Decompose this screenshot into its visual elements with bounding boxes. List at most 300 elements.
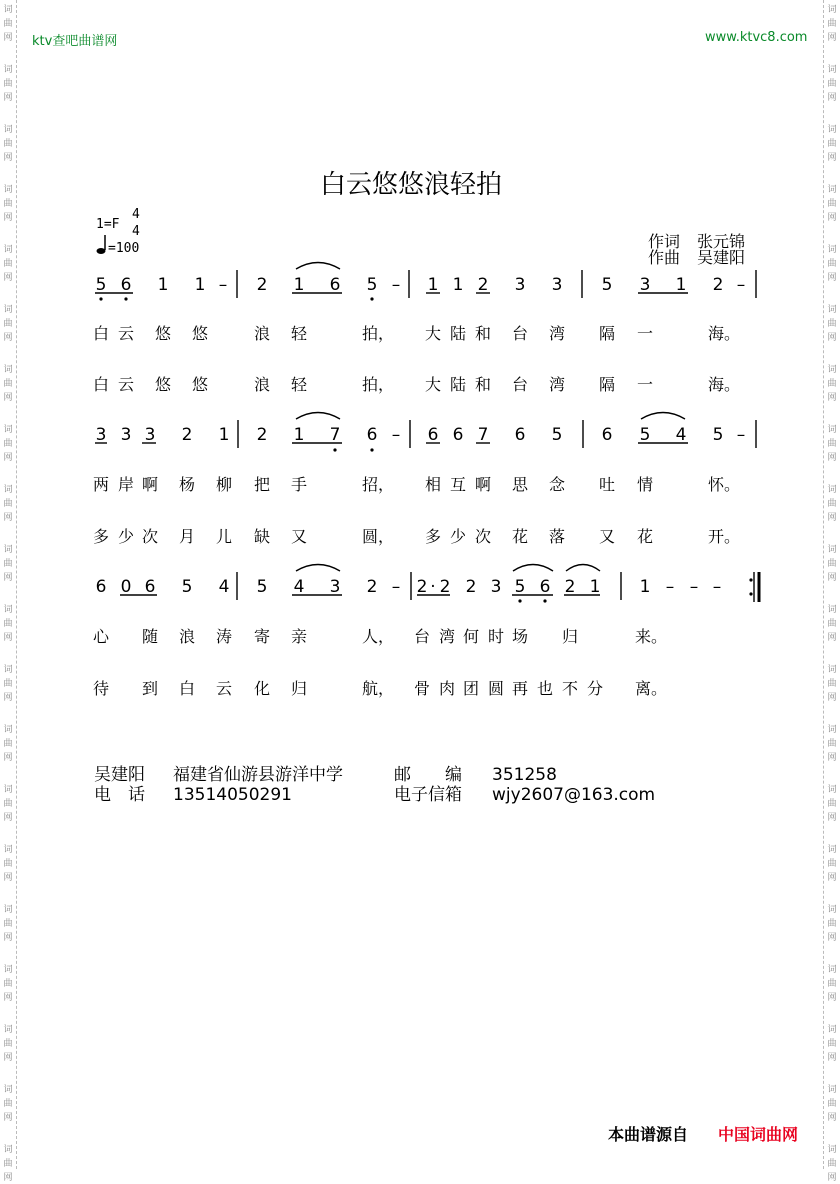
note: 5 (256, 577, 268, 597)
watermark-glyph: 曲 (3, 559, 13, 569)
header-site-left[interactable]: ktv查吧曲谱网 (32, 34, 118, 49)
note: 0 (120, 577, 132, 597)
lyric: 次 (474, 527, 492, 546)
note: – (391, 275, 401, 295)
lyric: 花 (636, 527, 654, 546)
watermark-glyph: 网 (3, 933, 13, 943)
watermark-glyph: 词 (827, 5, 837, 15)
note: 2 (256, 425, 268, 445)
watermark-glyph: 网 (827, 573, 837, 583)
watermark-glyph: 词 (3, 1145, 13, 1155)
watermark-glyph: 网 (3, 873, 13, 883)
watermark-glyph: 网 (827, 993, 837, 1003)
lyric: 云 (117, 324, 135, 343)
note: 2 (477, 275, 489, 295)
lyric: 手 (290, 475, 308, 494)
watermark-glyph: 曲 (827, 679, 837, 689)
note: – (712, 577, 722, 597)
note: 5 (601, 275, 613, 295)
lyric: 圆 (487, 679, 505, 698)
note: 1 (218, 425, 230, 445)
note: 3 (144, 425, 156, 445)
watermark-glyph: 网 (3, 93, 13, 103)
watermark-glyph: 曲 (827, 379, 837, 389)
lyric: 浪 (253, 324, 271, 343)
lyric: 怀。 (707, 475, 741, 494)
lyric: 又 (290, 527, 308, 546)
note: 3 (639, 275, 651, 295)
lyric: 台 (511, 375, 529, 394)
note: – (736, 275, 746, 295)
watermark-glyph: 词 (3, 425, 13, 435)
watermark-glyph: 曲 (3, 1039, 13, 1049)
lyric: 再 (511, 679, 529, 698)
lyric: 场 (511, 627, 529, 646)
watermark-glyph: 网 (3, 573, 13, 583)
lyric: 圆， (361, 527, 395, 546)
lyric: 轻 (290, 375, 308, 394)
note: 5 (366, 275, 378, 295)
watermark-glyph: 网 (827, 393, 837, 403)
watermark-glyph: 词 (3, 5, 13, 15)
lyric: 把 (253, 475, 271, 494)
lyric: 湾 (548, 375, 566, 394)
lyric: 随 (141, 627, 159, 646)
watermark-glyph: 词 (3, 665, 13, 675)
watermark-glyph: 网 (3, 33, 13, 43)
email-label: 电子信箱 (394, 785, 462, 805)
email-value[interactable]: wjy2607@163.com (492, 785, 656, 805)
watermark-glyph: 网 (3, 1113, 13, 1123)
watermark-glyph: 曲 (3, 79, 13, 89)
composer-label: 作曲 (648, 248, 681, 267)
lyric: 相 (424, 475, 442, 494)
phone-label: 电 话 (94, 785, 145, 805)
postcode-label: 邮 编 (394, 765, 462, 785)
lyric: 杨 (178, 475, 196, 494)
note: 3 (551, 275, 563, 295)
lyric: 吐 (598, 475, 616, 494)
lyric: 云 (117, 375, 135, 394)
watermark-glyph: 词 (827, 845, 837, 855)
lyric: 又 (598, 527, 616, 546)
note: 1 (452, 275, 464, 295)
watermark-glyph: 曲 (3, 1159, 13, 1169)
lyric: 啊 (141, 475, 159, 494)
watermark-glyph: 词 (827, 965, 837, 975)
lyric: 少 (117, 527, 135, 546)
row2-notes (96, 425, 746, 445)
watermark-glyph: 曲 (827, 319, 837, 329)
lyric: 儿 (215, 527, 233, 546)
watermark-glyph: 曲 (3, 139, 13, 149)
watermark-glyph: 曲 (3, 679, 13, 689)
watermark-glyph: 网 (827, 633, 837, 643)
lyric: 多 (424, 527, 442, 546)
watermark-glyph: 曲 (827, 739, 837, 749)
note: 2 (256, 275, 268, 295)
footer-source-site[interactable]: 中国词曲网 (718, 1125, 799, 1144)
note: 1 (675, 275, 687, 295)
lyric: 缺 (253, 527, 271, 546)
lyric: 念 (548, 475, 566, 494)
note: 6 (601, 425, 613, 445)
lyric: 悠 (191, 324, 209, 343)
watermark-glyph: 网 (827, 333, 837, 343)
lyric: 悠 (154, 375, 172, 394)
watermark-glyph: 曲 (827, 499, 837, 509)
note: – (391, 425, 401, 445)
watermark-glyph: 曲 (3, 319, 13, 329)
note: 5 (639, 425, 651, 445)
lyric: 隔 (598, 375, 616, 394)
note: 6 (427, 425, 439, 445)
lyric: 开。 (707, 527, 741, 546)
watermark-glyph: 词 (3, 245, 13, 255)
key-signature: 1=F (96, 217, 120, 232)
watermark-glyph: 网 (3, 993, 13, 1003)
watermark-glyph: 网 (3, 633, 13, 643)
watermark-glyph: 词 (827, 365, 837, 375)
note: – (689, 577, 699, 597)
lyric: 时 (487, 627, 505, 646)
note: – (665, 577, 675, 597)
row2-lyrics-verse2 (93, 527, 740, 546)
lyric: 团 (462, 679, 480, 698)
note: 1 (639, 577, 651, 597)
watermark-glyph: 网 (827, 513, 837, 523)
note: 3 (329, 577, 341, 597)
lyric: 陆 (449, 375, 467, 394)
watermark-glyph: 网 (3, 813, 13, 823)
lyric: 隔 (598, 324, 616, 343)
watermark-glyph: 词 (3, 65, 13, 75)
watermark-glyph: 曲 (3, 619, 13, 629)
row3-notes (96, 577, 722, 597)
note: 3 (95, 425, 107, 445)
note: 6 (514, 425, 526, 445)
lyric: 浪 (253, 375, 271, 394)
lyric: 岸 (117, 475, 135, 494)
note: 6 (329, 275, 341, 295)
lyric: 何 (462, 627, 480, 646)
watermark-glyph: 曲 (827, 799, 837, 809)
lyric: 不 (561, 679, 579, 698)
watermark-glyph: 词 (3, 1085, 13, 1095)
watermark-glyph: 词 (827, 1025, 837, 1035)
note: · (430, 577, 436, 597)
lyric: 少 (449, 527, 467, 546)
watermark-glyph: 词 (3, 785, 13, 795)
header-site-right[interactable]: www.ktvc8.com (705, 30, 808, 45)
note: – (736, 425, 746, 445)
watermark-glyph: 网 (827, 153, 837, 163)
watermark-glyph: 词 (827, 725, 837, 735)
note: 2 (366, 577, 378, 597)
watermark-glyph: 曲 (3, 379, 13, 389)
watermark-glyph: 词 (827, 245, 837, 255)
watermark-glyph: 网 (827, 93, 837, 103)
lyric: 来。 (634, 627, 668, 646)
note: 6 (144, 577, 156, 597)
watermark-glyph: 词 (3, 845, 13, 855)
note: 5 (95, 275, 107, 295)
lyric: 两 (92, 475, 110, 494)
lyric: 归 (561, 627, 579, 646)
lyric: 人， (361, 627, 395, 646)
note: – (391, 577, 401, 597)
watermark-glyph: 网 (827, 453, 837, 463)
watermark-glyph: 网 (827, 813, 837, 823)
note: 2 (564, 577, 576, 597)
note: 1 (157, 275, 169, 295)
postcode-value: 351258 (492, 765, 557, 785)
watermark-glyph: 曲 (827, 259, 837, 269)
lyric: 白 (92, 324, 110, 343)
note: 3 (514, 275, 526, 295)
lyric: 和 (474, 375, 492, 394)
footer-source-label: 本曲谱源自 (608, 1125, 689, 1144)
watermark-glyph: 网 (3, 453, 13, 463)
watermark-glyph: 词 (3, 305, 13, 315)
note: 4 (675, 425, 687, 445)
row3-lyrics-verse2 (93, 679, 667, 698)
watermark-glyph: 词 (3, 725, 13, 735)
note: 2 (439, 577, 451, 597)
watermark-glyph: 网 (3, 153, 13, 163)
lyric: 轻 (290, 324, 308, 343)
watermark-glyph: 曲 (827, 1099, 837, 1109)
watermark-glyph: 曲 (827, 859, 837, 869)
lyric: 白 (178, 679, 196, 698)
note: 6 (539, 577, 551, 597)
lyric: 一 (636, 375, 654, 394)
watermark-glyph: 网 (827, 213, 837, 223)
watermark-glyph: 网 (827, 33, 837, 43)
watermark-glyph: 曲 (827, 979, 837, 989)
lyric: 离。 (634, 679, 668, 698)
lyric: 花 (511, 527, 529, 546)
watermark-glyph: 词 (3, 485, 13, 495)
song-title: 白云悠悠浪轻拍 (320, 170, 503, 200)
note: 1 (589, 577, 601, 597)
lyric: 拍， (361, 375, 395, 394)
watermark-glyph: 曲 (827, 79, 837, 89)
lyric: 海。 (707, 375, 741, 394)
lyric: 湾 (438, 627, 456, 646)
watermark-glyph: 曲 (827, 1039, 837, 1049)
watermark-glyph: 网 (3, 693, 13, 703)
contact-address: 福建省仙游县游洋中学 (173, 765, 343, 785)
lyric: 啊 (474, 475, 492, 494)
lyric: 海。 (707, 324, 741, 343)
lyric: 待 (92, 679, 110, 698)
watermark-glyph: 曲 (3, 739, 13, 749)
lyric: 白 (92, 375, 110, 394)
lyric: 浪 (178, 627, 196, 646)
lyric: 大 (424, 375, 442, 394)
watermark-glyph: 词 (3, 905, 13, 915)
watermark-glyph: 网 (3, 333, 13, 343)
note: 5 (181, 577, 193, 597)
watermark-glyph: 网 (827, 1113, 837, 1123)
watermark-glyph: 词 (827, 605, 837, 615)
tempo-marking: =100 (108, 241, 140, 256)
note: 6 (452, 425, 464, 445)
watermark-glyph: 网 (827, 693, 837, 703)
note: 1 (427, 275, 439, 295)
watermark-glyph: 词 (827, 545, 837, 555)
note: 1 (293, 275, 305, 295)
watermark-glyph: 词 (3, 365, 13, 375)
lyricist-label: 作词 (648, 232, 681, 251)
note: 2 (465, 577, 477, 597)
watermark-glyph: 词 (827, 785, 837, 795)
watermark-glyph: 词 (3, 605, 13, 615)
lyric: 台 (413, 627, 431, 646)
phone-value: 13514050291 (173, 785, 292, 805)
watermark-glyph: 网 (3, 1173, 13, 1183)
lyric: 多 (92, 527, 110, 546)
composer-contact-name: 吴建阳 (94, 765, 145, 785)
watermark-glyph: 网 (827, 753, 837, 763)
watermark-glyph: 网 (827, 1173, 837, 1183)
note: 2 (712, 275, 724, 295)
lyric: 落 (548, 527, 566, 546)
watermark-glyph: 网 (3, 213, 13, 223)
watermark-glyph: 词 (827, 125, 837, 135)
time-signature-top: 4 (132, 207, 140, 222)
lyric: 和 (474, 324, 492, 343)
lyric: 分 (586, 679, 604, 698)
lyric: 大 (424, 324, 442, 343)
watermark-glyph: 词 (827, 305, 837, 315)
lyric: 云 (215, 679, 233, 698)
lyric: 拍， (361, 324, 395, 343)
watermark-glyph: 曲 (3, 259, 13, 269)
lyric: 一 (636, 324, 654, 343)
watermark-glyph: 曲 (3, 439, 13, 449)
watermark-glyph: 曲 (3, 1099, 13, 1109)
note: 3 (490, 577, 502, 597)
note: 1 (293, 425, 305, 445)
composer-name: 吴建阳 (697, 248, 746, 267)
note: – (218, 275, 228, 295)
watermark-glyph: 曲 (827, 919, 837, 929)
note: 5 (551, 425, 563, 445)
row1-notes (96, 275, 746, 295)
watermark-glyph: 网 (3, 273, 13, 283)
lyric: 柳 (215, 475, 233, 494)
note: 5 (712, 425, 724, 445)
lyric: 悠 (191, 375, 209, 394)
lyric: 归 (290, 679, 308, 698)
watermark-glyph: 词 (827, 425, 837, 435)
lyric: 陆 (449, 324, 467, 343)
lyric: 招， (361, 475, 395, 494)
watermark-glyph: 曲 (3, 199, 13, 209)
watermark-glyph: 网 (3, 1053, 13, 1063)
lyricist-name: 张元锦 (697, 232, 746, 251)
lyric: 月 (178, 527, 196, 546)
watermark-glyph: 曲 (827, 619, 837, 629)
watermark-glyph: 曲 (3, 859, 13, 869)
watermark-glyph: 网 (827, 873, 837, 883)
watermark-glyph: 词 (3, 1025, 13, 1035)
note: 1 (194, 275, 206, 295)
time-signature-bottom: 4 (132, 224, 140, 239)
lyric: 到 (141, 679, 159, 698)
watermark-glyph: 曲 (3, 499, 13, 509)
watermark-glyph: 曲 (3, 19, 13, 29)
lyric: 航， (361, 679, 395, 698)
watermark-glyph: 词 (827, 1085, 837, 1095)
watermark-glyph: 词 (827, 65, 837, 75)
note: 2 (416, 577, 428, 597)
note: 5 (514, 577, 526, 597)
watermark-glyph: 曲 (827, 1159, 837, 1169)
note: 7 (329, 425, 341, 445)
lyric: 次 (141, 527, 159, 546)
watermark-glyph: 网 (3, 753, 13, 763)
watermark-glyph: 网 (827, 273, 837, 283)
watermark-glyph: 词 (3, 125, 13, 135)
note: 6 (95, 577, 107, 597)
watermark-glyph: 词 (827, 485, 837, 495)
row3-lyrics-verse1 (93, 627, 667, 646)
lyric: 也 (536, 679, 554, 698)
row1-lyrics-verse2 (93, 375, 740, 394)
watermark-glyph: 词 (827, 665, 837, 675)
lyric: 台 (511, 324, 529, 343)
watermark-glyph: 曲 (827, 19, 837, 29)
row1-lyrics-verse1 (93, 324, 740, 343)
note: 7 (477, 425, 489, 445)
watermark-glyph: 曲 (827, 199, 837, 209)
lyric: 互 (449, 475, 467, 494)
watermark-glyph: 词 (3, 185, 13, 195)
lyric: 涛 (215, 627, 233, 646)
watermark-glyph: 网 (3, 513, 13, 523)
lyric: 思 (511, 475, 529, 494)
watermark-glyph: 曲 (3, 919, 13, 929)
watermark-glyph: 网 (827, 1053, 837, 1063)
lyric: 湾 (548, 324, 566, 343)
watermark-glyph: 网 (827, 933, 837, 943)
note: 2 (181, 425, 193, 445)
note: 6 (366, 425, 378, 445)
lyric: 化 (253, 679, 271, 698)
lyric: 寄 (253, 627, 271, 646)
lyric: 亲 (290, 627, 308, 646)
note: 4 (293, 577, 305, 597)
lyric: 骨 (413, 679, 431, 698)
lyric: 悠 (154, 324, 172, 343)
watermark-glyph: 曲 (827, 559, 837, 569)
watermark-glyph: 词 (3, 545, 13, 555)
watermark-glyph: 曲 (3, 799, 13, 809)
row2-lyrics-verse1 (93, 475, 740, 494)
watermark-glyph: 词 (827, 185, 837, 195)
note: 4 (218, 577, 230, 597)
watermark-glyph: 词 (827, 905, 837, 915)
note: 6 (120, 275, 132, 295)
watermark-glyph: 曲 (3, 979, 13, 989)
watermark-glyph: 曲 (827, 439, 837, 449)
note: 3 (120, 425, 132, 445)
lyric: 肉 (438, 679, 456, 698)
watermark-glyph: 词 (3, 965, 13, 975)
